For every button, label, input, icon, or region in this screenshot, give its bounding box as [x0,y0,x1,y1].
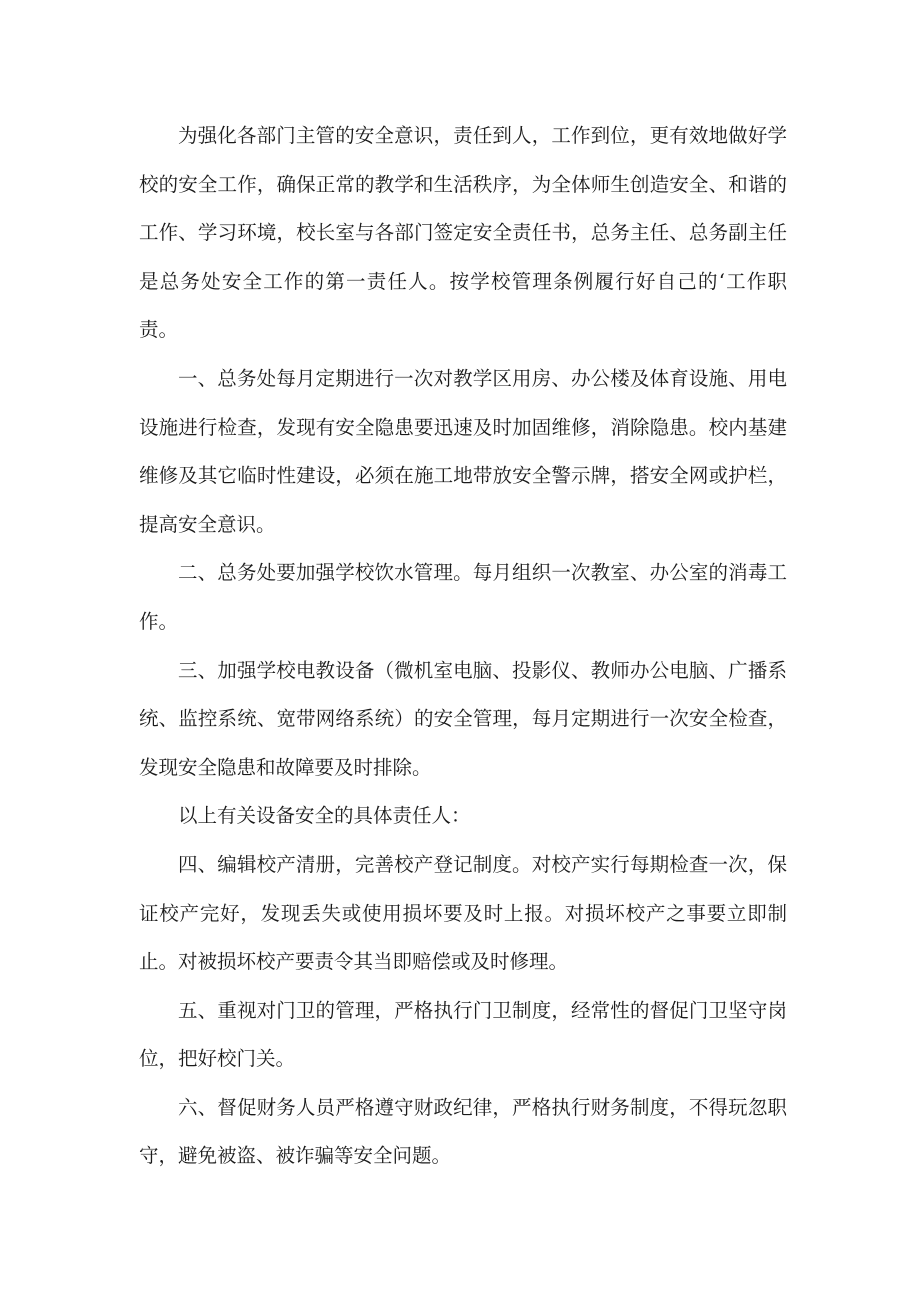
paragraph-item-5: 五、重视对门卫的管理，严格执行门卫制度，经常性的督促门卫坚守岗位，把好校门关。 [139,998,787,1071]
paragraph-intro: 为强化各部门主管的安全意识，责任到人，工作到位，更有效地做好学校的安全工作，确保正常的教学和生活秩序，为全体师生创造安全、和谐的工作、学习环境，校长室与各部门签定安全责任书，总务主任、总务副主任是总务处安全工作的第一责任人。按学校管理条例履行好自己的‘工作职责。 [139,124,787,342]
paragraph-item-3: 三、加强学校电教设备（微机室电脑、投影仪、教师办公电脑、广播系统、监控系统、宽带网络系统）的安全管理，每月定期进行一次安全检查，发现安全隐患和故障要及时排除。 [139,658,787,779]
paragraph-responsible-person: 以上有关设备安全的具体责任人： [178,804,471,828]
document-body [139,112,787,1181]
paragraph-item-6: 六、督促财务人员严格遵守财政纪律，严格执行财务制度，不得玩忽职守，避免被盗、被诈骗等安全问题。 [139,1095,787,1168]
paragraph-item-2: 二、总务处要加强学校饮水管理。每月组织一次教室、办公室的消毒工作。 [139,561,787,633]
paragraph-item-1: 一、总务处每月定期进行一次对教学区用房、办公楼及体育设施、用电设施进行检查，发现有安全隐患要迅速及时加固维修，消除隐患。校内基建维修及其它临时性建设，必须在施工地带放安全警示牌，搭安全网或护栏，提高安全意识。 [139,366,787,536]
paragraph-item-4: 四、编辑校产清册，完善校产登记制度。对校产实行每期检查一次，保证校产完好，发现丢失或使用损坏要及时上报。对损坏校产之事要立即制止。对被损坏校产要责令其当即赔偿或及时修理。 [139,852,787,974]
